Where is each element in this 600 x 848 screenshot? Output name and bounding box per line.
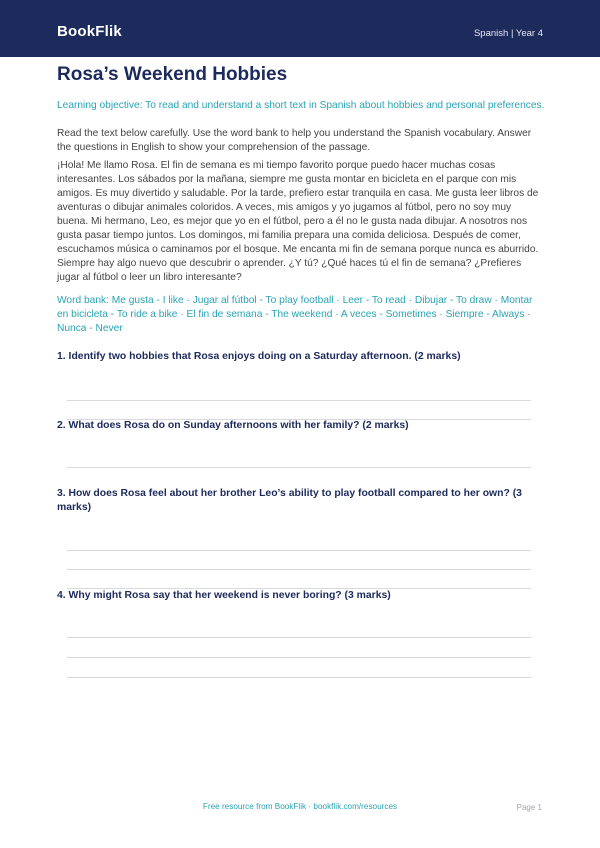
question-2: 2. What does Rosa do on Sunday afternoons with her family? (2 marks) xyxy=(57,420,409,431)
subject-year-label: Spanish | Year 4 xyxy=(473,28,543,39)
page-title: Rosa’s Weekend Hobbies xyxy=(57,64,288,85)
instructions-text: Read the text below carefully. Use the word bank to help you understand the Spanish vocabulary. Answer the questions in English to show your comprehension of the passage. xyxy=(57,128,532,153)
question-3: 3. How does Rosa feel about her brother Leo’s ability to play football compared to her own? (3 marks) xyxy=(57,488,522,513)
answer-line xyxy=(67,467,531,468)
question-1: 1. Identify two hobbies that Rosa enjoys doing on a Saturday afternoon. (2 marks) xyxy=(57,351,461,362)
reading-passage: ¡Hola! Me llamo Rosa. El fin de semana es mi tiempo favorito porque puedo hacer muchas cosas interesantes. Los sábados por la mañana, siempre me gusta montar en bicicleta en el parque con mis amigos. Es muy divertido y saludable. Por la tarde, prefiero estar tranquila en casa. Me gusta leer libros de aventuras o dibujar animales coloridos. A veces, mis amigos y yo jugamos al fútbol, pero no soy muy buena. Mi hermano, Leo, es mejor que yo en el fútbol, pero a él no le gusta nada dibujar. A nosotros nos gusta pasar tiempo juntos. Los domingos, mi familia prepara una comida deliciosa. Después de comer, escuchamos música o caminamos por el bosque. Me encanta mi fin de semana porque nunca es aburrido. Siempre hay algo nuevo que descubrir o aprender. ¿Y tú? ¿Qué haces tú el fin de semana? ¿Prefieres jugar al fútbol o leer un libro interesante? xyxy=(57,160,539,283)
page-header xyxy=(0,0,600,57)
answer-line xyxy=(67,657,531,658)
answer-line xyxy=(67,400,531,401)
answer-line xyxy=(67,550,531,551)
page-number: Page 1 xyxy=(516,803,542,812)
footer-link-text: Free resource from BookFlik · bookflik.com/resources xyxy=(202,802,398,811)
brand-logo-text: BookFlik xyxy=(57,23,122,40)
answer-line xyxy=(67,569,531,570)
learning-objective: Learning objective: To read and understand a short text in Spanish about hobbies and personal preferences. xyxy=(57,100,545,111)
question-4: 4. Why might Rosa say that her weekend is never boring? (3 marks) xyxy=(57,590,391,601)
answer-line xyxy=(67,677,531,678)
answer-line xyxy=(67,637,531,638)
word-bank: Word bank: Me gusta - I like · Jugar al fútbol - To play football · Leer - To read · Dibujar - To draw · Montar en bicicleta - To ride a bike · El fin de semana - The weekend · A veces - Sometimes · Siempre - Always · Nunca - Never xyxy=(57,295,533,334)
